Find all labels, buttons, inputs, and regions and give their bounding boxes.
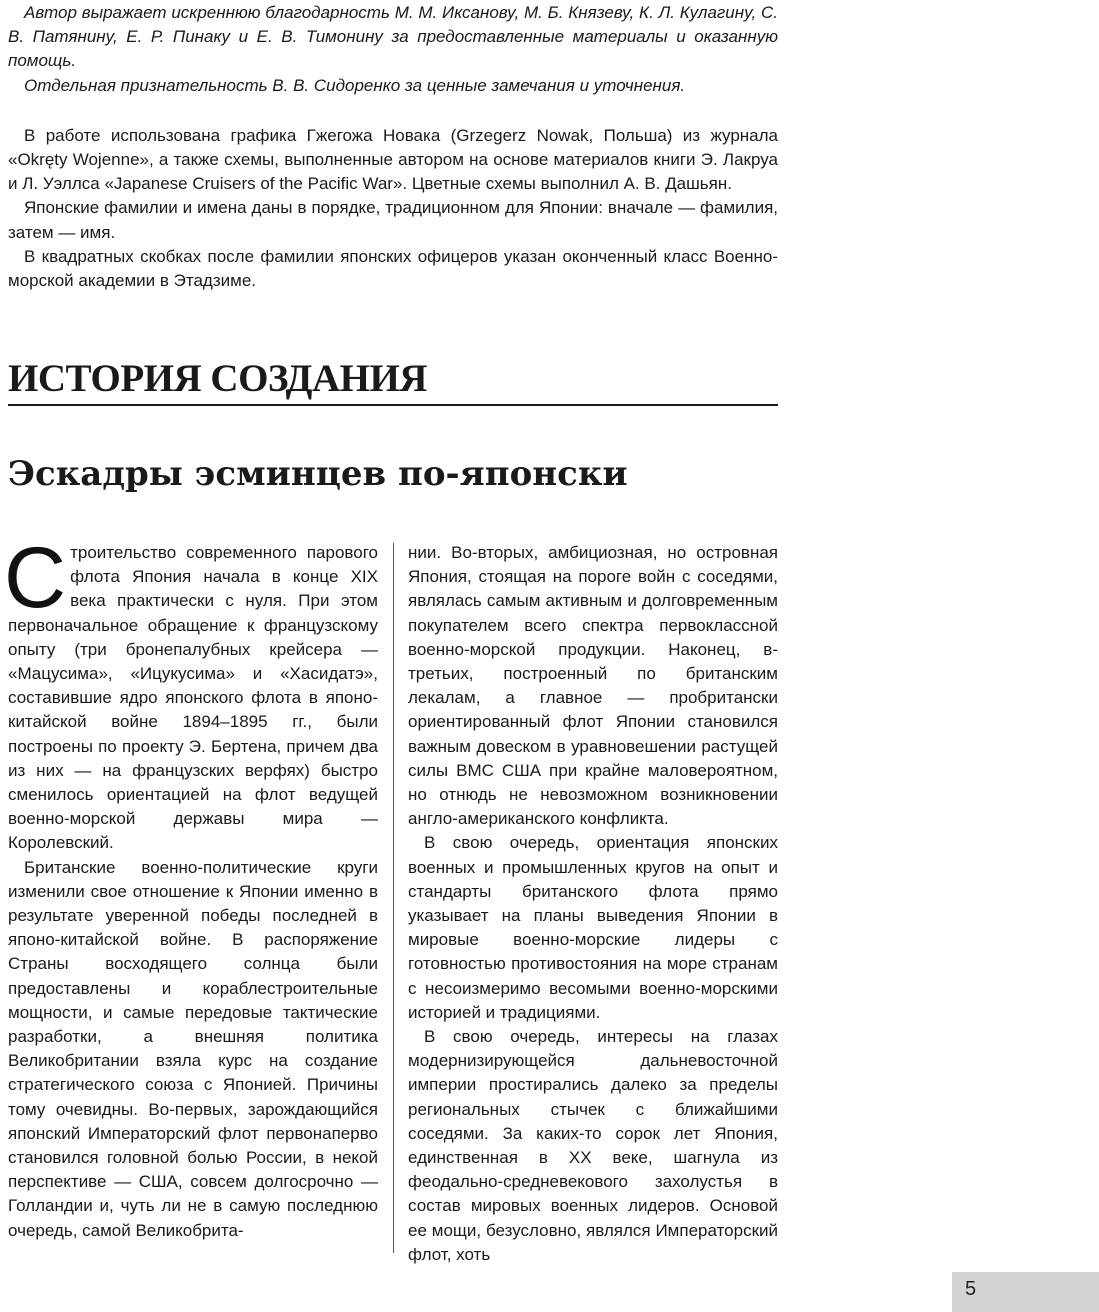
intro-block: [8, 1, 778, 293]
page-number: 5: [965, 1278, 977, 1300]
body-paragraph-text: троительство современного парового флота Япония начала в конце XIX века практически с нуля. При этом первоначальное обращение к французскому опыту (три бронепалубных крейсера — «Мацусима», «Ицукусима» и «Хасидатэ», составившие ядро японского флота в японо-китайской войне 1894–1895 гг., были построены по проекту Э. Бертена, причем два из них — на французских верфях) быстро сменилось ориентацией на флот ведущей военно-морской державы мира — Королевский.: [8, 543, 378, 853]
column-divider: [393, 543, 394, 1253]
drop-cap: С: [4, 530, 67, 626]
intro-paragraph: Японские фамилии и имена даны в порядке, традиционном для Японии: вначале — фамилия, затем — имя.: [8, 198, 778, 242]
body-paragraph: Британские военно-политические круги изменили свое отношение к Японии именно в результате уверенной победы последней в японо-китайской войне. В распоряжение Страны восходящего солнца были предоставлены и кораблестроительные мощности, и самые передовые тактические разработки, а внешняя политика Великобритании взяла курс на создание стратегического союза с Японией. Причины тому очевидны. Во-первых, зарождающийся японский Императорский флот первонаперво становился головной болью России, в некой перспективе — США, совсем долгосрочно — Голландии и, чуть ли не в самую последнюю очередь, самой Великобрита-: [8, 857, 378, 1240]
body-paragraph: нии. Во-вторых, амбициозная, но островная Япония, стоящая на пороге войн с соседями, являлась самым активным и долговременным покупателем всего спектра первоклассной военно-морской продукции. Наконец, в-третьих, построенный по британским лекалам, а главное — пробритански ориентированный флот Японии становился важным довеском в уравновешении растущей силы ВМС США при крайне маловероятном, но отнюдь не невозможном возникновении англо-американского конфликта.: [408, 543, 778, 829]
acknowledgement-paragraph: Отдельная признательность В. В. Сидоренко за ценные замечания и уточнения.: [24, 75, 686, 95]
left-column: [4, 530, 378, 1243]
right-column: [408, 541, 778, 1267]
section-divider: [8, 404, 778, 406]
body-paragraph: В свою очередь, ориентация японских военных и промышленных кругов на опыт и стандарты британского флота прямо указывает на планы выведения Японии в мировые военно-морские лидеры с готовностью противостояния на море странам с несоизмеримо весомыми военно-морскими историей и традициями.: [408, 833, 778, 1022]
body-paragraph: В свою очередь, интересы на глазах модернизирующейся дальневосточной империи простирались далеко за пределы региональных стычек с ближайшими соседями. За каких-то сорок лет Япония, единственная в XX веке, шагнула из феодально-средневекового захолустья в состав мировых военных лидеров. Основой ее мощи, безусловно, являлся Императорский флот, хоть: [408, 1027, 778, 1264]
body-paragraph: [4, 530, 378, 856]
paragraph-gap: [8, 98, 778, 124]
section-title: ИСТОРИЯ СОЗДАНИЯ: [8, 357, 427, 400]
acknowledgement-paragraph: Автор выражает искреннюю благодарность М. М. Иксанову, М. Б. Князеву, К. Л. Кулагину, С. В. Патянину, Е. Р. Пинаку и Е. В. Тимонину за предоставленные материалы и оказанную помощь.: [8, 3, 778, 71]
intro-paragraph: В квадратных скобках после фамилии японских офицеров указан оконченный класс Военно-морской академии в Этадзиме.: [8, 246, 778, 291]
chapter-title: Эскадры эсминцев по-японски: [8, 454, 628, 494]
intro-paragraph: В работе использована графика Гжегожа Новака (Grzegerz Nowak, Польша) из журнала «Okręty Wojenne», а также схемы, выполненные автором на основе материалов книги Э. Лакруа и Л. Уэллса «Japanese Cruisers of the Pacific War». Цветные схемы выполнил А. В. Дашьян.: [8, 125, 778, 194]
